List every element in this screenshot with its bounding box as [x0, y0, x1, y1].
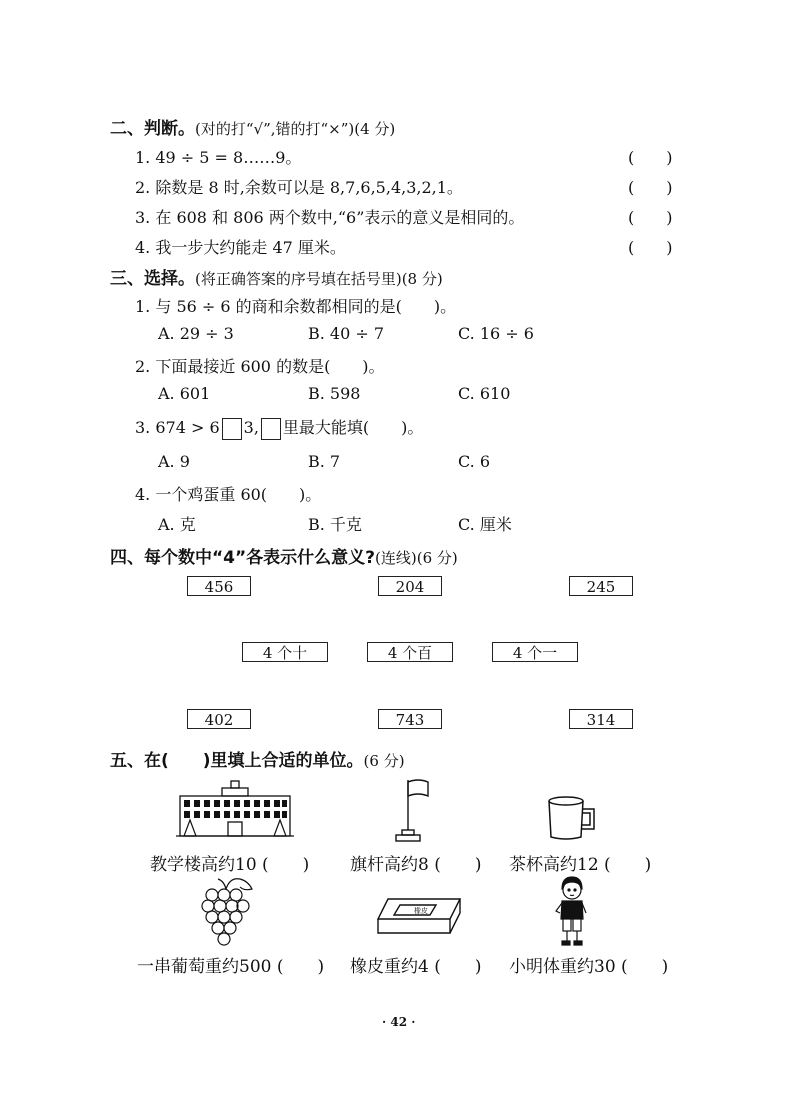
s3-q2-option-b[interactable]: B. 598: [308, 384, 361, 403]
section-3-heading: [110, 264, 443, 289]
eraser-label: 橡皮: [414, 907, 428, 915]
section-2-note: (对的打“√”,错的打“×”)(4 分): [195, 120, 396, 138]
section-4-heading: [110, 543, 458, 568]
section-4-title: 四、每个数中“4”各表示什么意义?: [110, 548, 376, 568]
top-number-box-3[interactable]: 245: [569, 576, 633, 596]
top-number-box-1[interactable]: 456: [187, 576, 251, 596]
s2-question-1: 1. 49 ÷ 5 = 8……9。: [135, 148, 302, 167]
s3-q4-option-b[interactable]: B. 千克: [308, 515, 362, 534]
school-building-icon: [176, 780, 294, 842]
s3-question-2: 2. 下面最接近 600 的数是( )。: [135, 357, 385, 376]
top-number-box-2[interactable]: 204: [378, 576, 442, 596]
bottom-number-box-2[interactable]: 743: [378, 709, 442, 729]
s3-q4-option-a[interactable]: A. 克: [158, 515, 196, 534]
s3-q1-option-a[interactable]: A. 29 ÷ 3: [158, 324, 234, 343]
bottom-number-box-3[interactable]: 314: [569, 709, 633, 729]
s3-q3-mid: 3,: [243, 418, 259, 437]
section-5-title: 五、在( )里填上合适的单位。: [110, 751, 364, 771]
s2-answer-1[interactable]: ( ): [628, 148, 673, 167]
s3-question-4: 4. 一个鸡蛋重 60( )。: [135, 485, 322, 504]
s3-q2-option-a[interactable]: A. 601: [158, 384, 211, 403]
section-5-heading: [110, 746, 405, 771]
label-cup-height: 茶杯高约12 ( ): [509, 855, 652, 875]
section-2-heading: [110, 114, 395, 139]
s3-q3-option-a[interactable]: A. 9: [158, 452, 190, 471]
section-4-note: (连线)(6 分): [375, 549, 458, 567]
s3-q3-option-b[interactable]: B. 7: [308, 452, 341, 471]
s3-question-1: 1. 与 56 ÷ 6 的商和余数都相同的是( )。: [135, 297, 457, 316]
section-5-note: (6 分): [363, 752, 405, 770]
s3-q1-option-b[interactable]: B. 40 ÷ 7: [308, 324, 385, 343]
flagpole-icon: [392, 776, 442, 844]
s2-question-4: 4. 我一步大约能走 47 厘米。: [135, 238, 346, 257]
bottom-number-box-1[interactable]: 402: [187, 709, 251, 729]
grapes-icon: [196, 875, 258, 947]
s2-question-2: 2. 除数是 8 时,余数可以是 8,7,6,5,4,3,2,1。: [135, 178, 463, 197]
s2-question-3: 3. 在 608 和 806 两个数中,“6”表示的意义是相同的。: [135, 208, 525, 227]
s3-q2-option-c[interactable]: C. 610: [458, 384, 511, 403]
page-number: · 42 ·: [382, 1015, 416, 1029]
eraser-icon: [374, 893, 466, 941]
s3-q4-option-c[interactable]: C. 厘米: [458, 515, 512, 534]
s3-q3-prefix: 3. 674 > 6: [135, 418, 220, 437]
section-3-title: 三、选择。: [110, 269, 195, 289]
meaning-box-3[interactable]: 4 个一: [492, 642, 578, 662]
label-eraser-weight: 橡皮重约4 ( ): [350, 957, 482, 977]
section-2-title: 二、判断。: [110, 119, 195, 139]
label-boy-weight: 小明体重约30 ( ): [509, 957, 669, 977]
boy-icon: [552, 875, 592, 947]
tea-cup-icon: [546, 795, 602, 843]
section-3-note: (将正确答案的序号填在括号里)(8 分): [195, 270, 443, 288]
meaning-box-1[interactable]: 4 个十: [242, 642, 328, 662]
label-school-height: 教学楼高约10 ( ): [150, 855, 310, 875]
label-flagpole-height: 旗杆高约8 ( ): [350, 855, 482, 875]
s2-answer-4[interactable]: ( ): [628, 238, 673, 257]
s2-answer-2[interactable]: ( ): [628, 178, 673, 197]
meaning-box-2[interactable]: 4 个百: [367, 642, 453, 662]
blank-box-ref: [261, 418, 281, 440]
s3-q3-suffix: 里最大能填( )。: [282, 418, 424, 437]
s3-question-3: [135, 415, 423, 440]
s2-answer-3[interactable]: ( ): [628, 208, 673, 227]
s3-q3-option-c[interactable]: C. 6: [458, 452, 491, 471]
s3-q1-option-c[interactable]: C. 16 ÷ 6: [458, 324, 534, 343]
blank-box[interactable]: [222, 418, 242, 440]
label-grapes-weight: 一串葡萄重约500 ( ): [137, 957, 325, 977]
